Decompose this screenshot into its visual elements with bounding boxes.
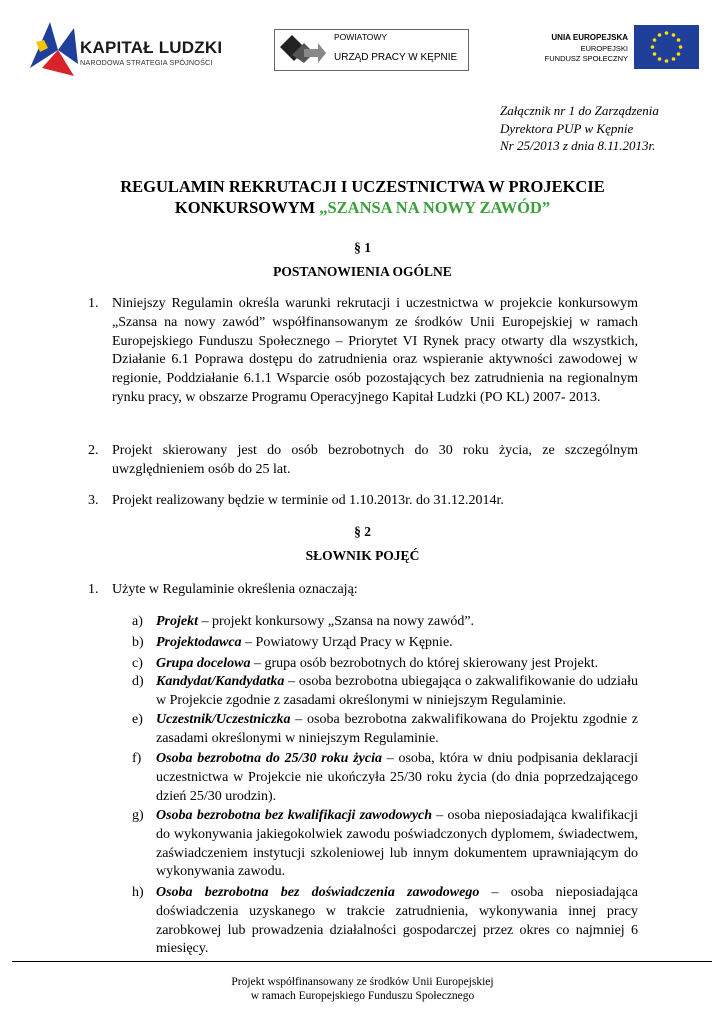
item-letter: h) [132,885,144,900]
definition-item [132,750,638,806]
definition-text: – osoba nieposiadająca kwalifikacji do wykonywania jakiegokolwiek zawodu poświadczonych dyplomem, świadectwem, zaświadczeniem instytucji szkoleniowej lub innym dokumentem uprawniającym do wykonywania zawodu. [156,808,638,880]
item-letter: c) [132,656,143,671]
annex-line: Nr 25/2013 z dnia 8.11.2013r. [500,138,656,153]
eu-fund-line2: FUNDUSZ SPOŁECZNY [544,54,628,63]
definition-term: Osoba bezrobotna do 25/30 roku życia [156,751,382,766]
item-letter: a) [132,614,143,629]
title-line1: REGULAMIN REKRUTACJI I UCZESTNICTWA W PROJEKCIE [120,177,605,196]
project-name: „SZANSA NA NOWY ZAWÓD” [319,198,551,217]
definition-text: – projekt konkursowy „Szansa na nowy zawód”. [198,614,475,629]
definition-term: Kandydat/Kandydatka [156,674,285,689]
item-text: Projekt skierowany jest do osób bezrobotnych do 30 roku życia, ze szczególnym uwzględnieniem osób do 25 lat. [112,443,638,477]
definition-item [132,634,638,653]
item-letter: b) [132,635,144,650]
definition-item [132,673,638,711]
definition-item [132,711,638,749]
item-number: 1. [88,296,99,311]
definition-item [132,884,638,959]
list-item [88,295,638,408]
item-text: Użyte w Regulaminie określenia oznaczają: [112,582,358,597]
definition-term: Osoba bezrobotna bez doświadczenia zawodowego [156,885,480,900]
definition-item [132,807,638,882]
title-prefix: KONKURSOWYM [174,198,320,217]
definition-item [132,655,638,674]
pup-name-line1: POWIATOWY [334,32,388,42]
annex-line: Załącznik nr 1 do Zarządzenia [500,103,659,118]
pup-name-line2: URZĄD PRACY W KĘPNIE [334,52,458,63]
definition-item [132,613,638,632]
footer-line2: w ramach Europejskiego Funduszu Społecznego [250,990,475,1002]
eu-label: UNIA EUROPEJSKA [551,33,628,42]
section2-heading: SŁOWNIK POJĘĆ [305,548,420,563]
pup-logo-icon [278,33,328,67]
definition-text: – osoba nieposiadająca doświadczenia uzyskanego w trakcie zatrudnienia, wykonywania innej pracy zarobkowej lub prowadzenia działalności gospodarczej przez okres co najmniej 6 miesięcy. [156,885,639,957]
item-letter: d) [132,674,144,689]
list-item [88,492,638,511]
eu-fund-line1: EUROPEJSKI [580,44,628,53]
definition-term: Osoba bezrobotna bez kwalifikacji zawodowych [156,808,433,823]
section1-sign: § 1 [354,240,371,255]
footer-line1: Projekt współfinansowany ze środków Unii Europejskiej [231,976,494,988]
item-text: Niniejszy Regulamin określa warunki rekrutacji i uczestnictwa w projekcie konkursowym „Szansa na nowy zawód” współfinansowanym ze środków Unii Europejskiej w ramach Europejskiego Funduszu Społecznego – Priorytet VI Rynek pracy otwarty dla wszystkich, Działanie 6.1 Poprawa dostępu do zatrudnienia oraz wspieranie aktywności zawodowej w regionie, Poddziałanie 6.1.1 Wsparcie osób pozostających bez zatrudnienia na regionalnym rynku pracy, w obszarze Programu Operacyjnego Kapitał Ludzki (PO KL) 2007- 2013. [112,296,638,405]
section2-sign: § 2 [354,524,371,539]
definition-text: – Powiatowy Urząd Pracy w Kępnie. [241,635,453,650]
list-item [88,442,638,480]
eu-flag-icon [634,25,699,69]
definition-text: – osoba bezrobotna zakwalifikowana do Projektu zgodnie z zasadami określonymi w niniejszym Regulaminie. [156,712,638,746]
definition-text: – grupa osób bezrobotnych do której skierowany jest Projekt. [250,656,599,671]
footer-divider [12,961,712,962]
item-number: 1. [88,582,99,597]
title-line2 [60,197,665,218]
list-item [88,581,638,600]
item-text: Projekt realizowany będzie w terminie od 1.10.2013r. do 31.12.2014r. [112,493,504,508]
definition-text: – osoba, która w dniu podpisania deklaracji uczestnictwa w Projekcie nie ukończyła 25/30 roku życia (do dnia poprzedzającego dzień 25/30 urodzin). [156,751,638,804]
section1-heading: POSTANOWIENIA OGÓLNE [273,264,452,279]
item-letter: g) [132,808,144,823]
definition-term: Uczestnik/Uczestniczka [156,712,291,727]
item-number: 2. [88,443,99,458]
item-letter: f) [132,751,142,766]
annex-line: Dyrektora PUP w Kępnie [500,120,634,136]
footer-note [60,975,665,1003]
definition-term: Grupa docelowa [156,656,251,671]
kapital-ludzki-title: KAPITAŁ LUDZKI [80,38,223,57]
document-title [60,176,665,218]
item-number: 3. [88,493,99,508]
definition-text: – osoba bezrobotna ubiegająca o zakwalifikowanie do udziału w Projekcie zgodnie z zasadami określonymi w niniejszym Regulaminie. [156,674,638,708]
item-letter: e) [132,712,143,727]
annex-note [500,102,659,155]
kapital-ludzki-subtitle: NARODOWA STRATEGIA SPÓJNOŚCI [80,58,213,67]
definition-term: Projektodawca [156,635,242,650]
definition-term: Projekt [156,614,198,629]
